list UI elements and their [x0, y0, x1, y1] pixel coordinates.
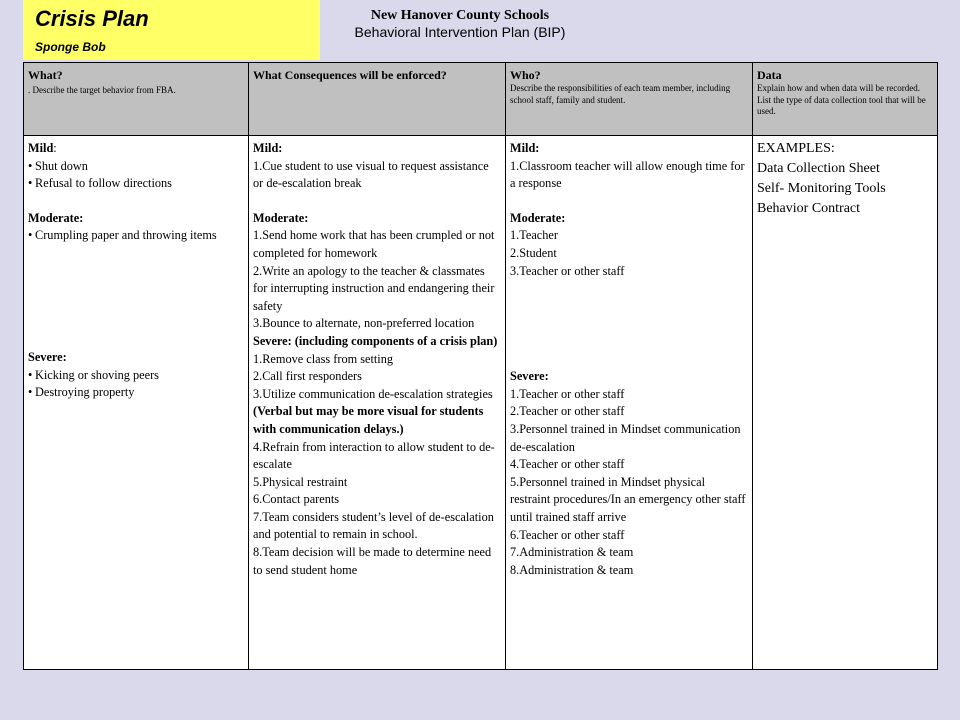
what-moderate-label: Moderate:	[28, 210, 84, 225]
header-consequences	[249, 63, 506, 136]
header-what-title: What?	[28, 68, 63, 82]
who-severe-item: 6.Teacher or other staff	[510, 527, 625, 542]
consequences-severe-item-3	[253, 386, 501, 439]
list-item	[28, 367, 244, 385]
consequences-severe-item: 5.Physical restraint	[253, 474, 348, 489]
data-example-item: Self- Monitoring Tools	[757, 181, 886, 196]
what-mild-colon: :	[53, 141, 57, 155]
header-what	[24, 63, 249, 136]
what-mild-item: Refusal to follow directions	[35, 176, 172, 191]
document-header	[320, 7, 600, 41]
data-examples-heading: EXAMPLES:	[757, 141, 835, 156]
who-severe-item: 7.Administration & team	[510, 545, 634, 560]
what-severe-item: Kicking or shoving peers	[35, 367, 159, 382]
bip-table	[23, 62, 938, 670]
header-what-desc: . Describe the target behavior from FBA.	[28, 85, 176, 95]
what-moderate-item: Crumpling paper and throwing items	[35, 228, 217, 243]
consequences-severe-item-3-bold: (Verbal but may be more visual for students with communication delays.)	[253, 404, 484, 436]
consequences-severe-item: 8.Team decision will be made to determine need to send student home	[253, 545, 492, 577]
student-name: Sponge Bob	[35, 40, 106, 54]
list-item	[28, 227, 244, 245]
school-district: New Hanover County Schools	[370, 8, 550, 23]
who-severe-item: 2.Teacher or other staff	[510, 404, 625, 419]
who-moderate-item: 1.Teacher	[510, 228, 558, 243]
bullet-icon: •	[28, 367, 33, 382]
consequences-severe-item: 2.Call first responders	[253, 369, 362, 384]
what-mild-line	[28, 140, 244, 158]
data-cell	[753, 136, 938, 670]
bullet-icon: •	[28, 176, 33, 191]
consequences-severe-item: 4.Refrain from interaction to allow student to de-escalate	[253, 439, 495, 472]
consequences-severe-item: 6.Contact parents	[253, 492, 340, 507]
table-body-row	[24, 136, 938, 670]
who-moderate-label: Moderate:	[510, 210, 566, 225]
bullet-icon: •	[28, 385, 33, 400]
what-severe-item: Destroying property	[35, 385, 135, 400]
consequences-severe-label: Severe: (including components of a crisis plan)	[253, 333, 498, 348]
plan-name: Behavioral Intervention Plan (BIP)	[354, 24, 566, 40]
header-data-title: Data	[757, 68, 782, 82]
consequences-moderate-item: 3.Bounce to alternate, non-preferred location	[253, 316, 475, 331]
who-mild-item: 1.Classroom teacher will allow enough time for a response	[510, 158, 745, 191]
who-moderate-item: 3.Teacher or other staff	[510, 263, 625, 278]
consequences-severe-item: 1.Remove class from setting	[253, 351, 394, 366]
bullet-icon: •	[28, 228, 33, 243]
who-severe-item: 3.Personnel trained in Mindset communication de-escalation	[510, 421, 741, 454]
list-item	[28, 158, 244, 176]
data-example-item: Data Collection Sheet	[757, 161, 880, 176]
who-mild-label: Mild:	[510, 141, 540, 155]
table-header-row	[24, 63, 938, 136]
consequences-moderate-item: 1.Send home work that has been crumpled or not completed for homework	[253, 228, 495, 260]
header-consequences-title: What Consequences will be enforced?	[253, 68, 447, 82]
what-mild-item: Shut down	[35, 158, 88, 173]
bullet-icon: •	[28, 158, 33, 173]
header-who-title: Who?	[510, 68, 541, 82]
list-item	[28, 384, 244, 402]
header-who-desc: Describe the responsibilities of each team member, including school staff, family and student.	[510, 83, 731, 105]
header-data-desc: Explain how and when data will be recorded. List the type of data collection tool that will be used.	[757, 83, 926, 116]
who-severe-item: 1.Teacher or other staff	[510, 386, 625, 401]
header-data	[753, 63, 938, 136]
consequences-severe-item: 7.Team considers student’s level of de-escalation and potential to remain in school.	[253, 509, 494, 542]
who-severe-label: Severe:	[510, 369, 549, 384]
what-severe-label: Severe:	[28, 349, 67, 364]
consequences-severe-item-3-text: 3.Utilize communication de-escalation strategies	[253, 386, 493, 401]
plan-title: Crisis Plan	[35, 6, 149, 31]
consequences-moderate-item: 2.Write an apology to the teacher & classmates for interrupting instruction and endangering their safety	[253, 263, 495, 313]
consequences-cell	[249, 136, 506, 670]
header-who	[506, 63, 753, 136]
data-example-item: Behavior Contract	[757, 201, 861, 216]
what-cell	[24, 136, 249, 670]
title-box	[23, 0, 320, 60]
consequences-mild-label: Mild:	[253, 141, 283, 155]
consequences-moderate-label: Moderate:	[253, 210, 309, 225]
who-severe-item: 4.Teacher or other staff	[510, 457, 625, 472]
who-moderate-item: 2.Student	[510, 245, 557, 260]
consequences-mild-item: 1.Cue student to use visual to request assistance or de-escalation break	[253, 158, 489, 191]
what-mild-label: Mild	[28, 141, 54, 155]
list-item	[28, 175, 244, 193]
who-severe-item: 8.Administration & team	[510, 562, 634, 577]
who-severe-item: 5.Personnel trained in Mindset physical restraint procedures/In an emergency other staff until trained staff arrive	[510, 474, 746, 524]
who-cell	[506, 136, 753, 670]
